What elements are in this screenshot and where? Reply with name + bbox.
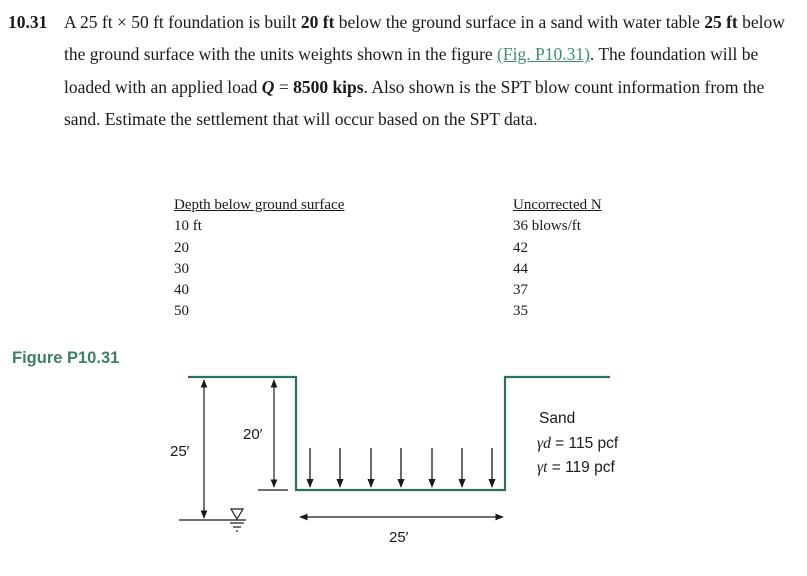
soil-name: Sand: [539, 410, 576, 427]
depth-cell: 30: [174, 260, 189, 277]
count-cell: 42: [513, 239, 528, 256]
gamma-d-value: = 115 pcf: [550, 435, 619, 452]
problem-number: 10.31: [8, 12, 48, 32]
gamma-t-value: = 119 pcf: [547, 459, 615, 476]
load-value: 8500 kips: [293, 76, 364, 97]
depth-cell: 50: [174, 303, 189, 320]
load-arrows: [310, 448, 492, 487]
width-label: 25′: [389, 529, 409, 546]
foundation-depth-dimension: [258, 380, 288, 490]
figure-label: Figure P10.31: [12, 349, 120, 367]
gamma-t-symbol: γt: [537, 459, 548, 476]
total-depth-label: 25′: [170, 443, 190, 460]
figure-link[interactable]: (Fig. P10.31): [497, 44, 590, 65]
gamma-d-line: [537, 435, 619, 452]
count-cell: 44: [513, 260, 528, 277]
load-symbol: Q: [261, 76, 275, 97]
count-cell: 36 blows/ft: [513, 218, 581, 235]
count-cell: 37: [513, 282, 528, 299]
gamma-t-line: [537, 459, 615, 476]
problem-text: A 25 ft × 50 ft foundation is built 20 ft below the ground surface in a sand with water table 25 ft below the ground surface with the units weights shown in the figure (Fig. P10.31). The foundation will be loaded with an applied load Q = 8500 kips. Also shown is the SPT blow count information from the sand. Estimate the settlement that will occur based on the SPT data.: [64, 12, 785, 130]
depth-cell: 40: [174, 282, 189, 299]
depth-header: Depth below ground surface: [174, 197, 345, 213]
count-cell: 35: [513, 303, 528, 320]
depth-cell: 10 ft: [174, 218, 202, 235]
depth-cell: 20: [174, 239, 189, 256]
water-table-value: 25 ft: [704, 12, 738, 32]
foundation-depth-label: 20′: [243, 426, 263, 443]
count-header: Uncorrected N: [513, 197, 602, 213]
foundation-depth-value: 20 ft: [300, 12, 335, 32]
gamma-d-symbol: γd: [537, 435, 551, 452]
